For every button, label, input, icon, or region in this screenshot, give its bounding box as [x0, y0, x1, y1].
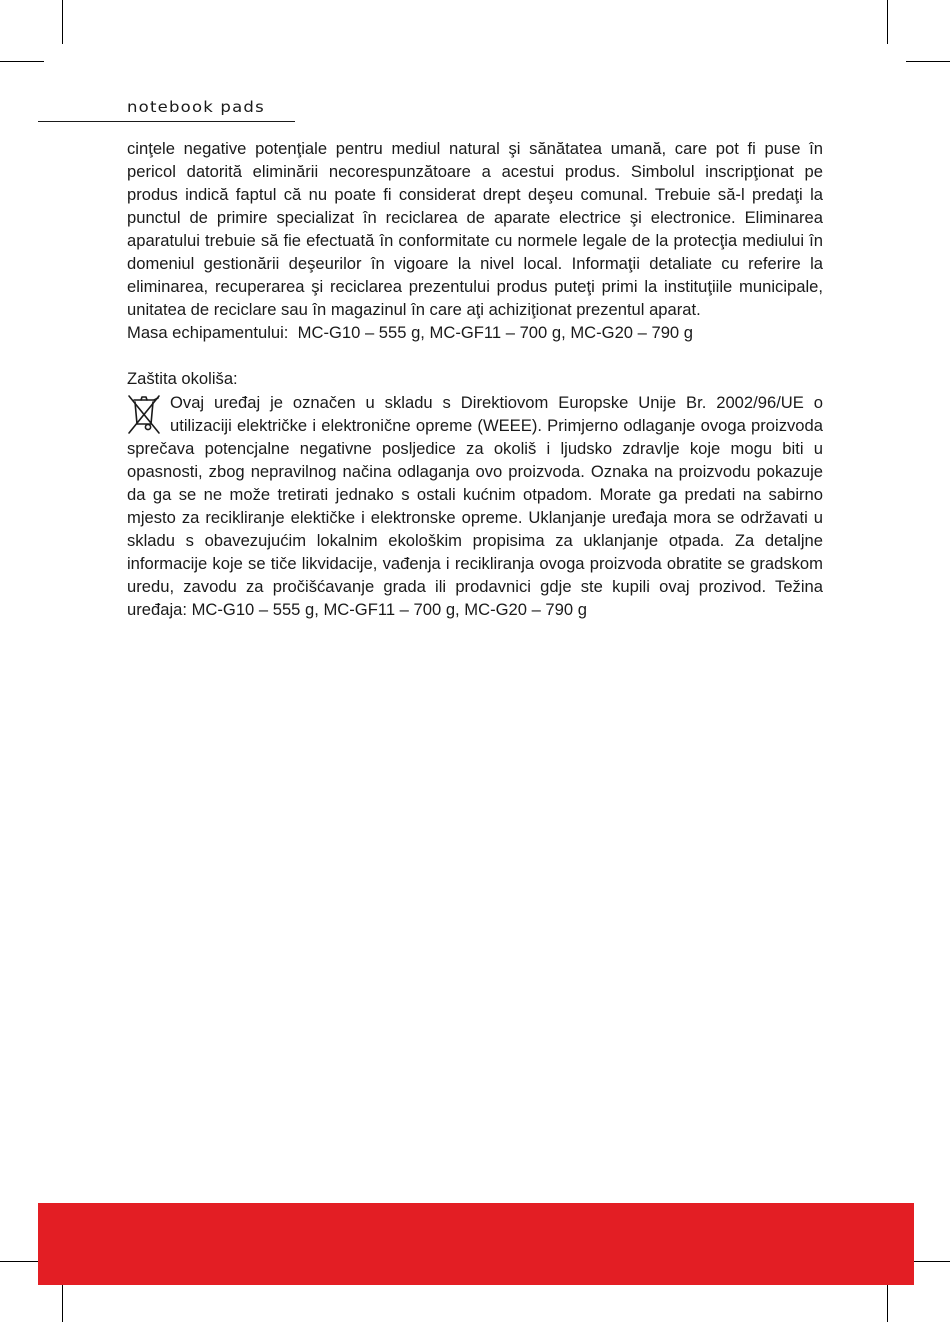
crop-mark-top-left-horizontal	[0, 61, 44, 62]
header-rule	[38, 121, 295, 122]
crop-mark-top-right-vertical	[887, 0, 888, 44]
section-spacer	[127, 344, 823, 367]
crop-mark-top-left-vertical	[62, 0, 63, 44]
crossed-out-wheelie-bin-icon	[127, 393, 161, 437]
romanian-mass-line: Masa echipamentului: MC-G10 – 555 g, MC-GF11 – 700 g, MC-G20 – 790 g	[127, 323, 693, 343]
brand-header: notebook pads	[127, 98, 265, 116]
croatian-disposal-paragraph: Ovaj uređaj je označen u skladu s Direktiovom Europske Unije Br. 2002/96/UE o utilizaciji električke i elektronične opreme (WEEE). Primjerno odlaganje ovoga proizvoda sprečava potencjalne negativne posljedice za okoliš i ljudsko zdravlje koje mogu biti u opasnosti, zbog nepravilnog načina odlaganja ovo proizvoda. Oznaka na proizvodu pokazuje da ga se ne može tretirati jednako s ostali kućnim otpadom. Morate ga predati na sabirno mjesto za recikliranje elektičke i elektronske opreme. Uklanjanje uređaja mora se održavati u skladu s obavezujućim lokalnim ekološkim propisima za uklanjanje otpada. Za detaljne informacije koje se tiče likvidacije, vađenja i recikliranja ovoga proizvoda obratite se gradskom uredu, zavodu za pročišćavanje grada ili prodavnici gdje ste kupili ovaj prozivod. Težina uređaja: MC-G10 – 555 g, MC-GF11 – 700 g, MC-G20 – 790 g	[127, 392, 823, 619]
croatian-heading: Zaštita okoliša:	[127, 369, 238, 389]
footer-band	[38, 1203, 914, 1285]
romanian-disposal-paragraph: cinţele negative potenţiale pentru mediul natural şi sănătatea umană, care pot fi puse în pericol datorită eliminării necorespunzătoare a acestui produs. Simbolul inscripţionat pe produs indică faptul că nu poate fi considerat drept deşeu comunal. Trebuie să-l predaţi la punctul de primire specializat în reciclarea de aparate electrice şi electronice. Eliminarea aparatului trebuie să fie efectuată în conformitate cu normele legale de la protecţia mediului în domeniul gestionării deşeurilor în vigoare la nivel local. Informaţii detaliate cu referire la eliminarea, recuperarea şi reciclarea prezentului produs puteţi primi la instituţiile municipale, unitatea de reciclare sau în magazinul în care aţi achiziţionat prezentul aparat.	[127, 139, 823, 320]
document-body	[127, 137, 823, 621]
crop-mark-top-right-horizontal	[906, 61, 950, 62]
croatian-weee-section	[127, 391, 823, 621]
